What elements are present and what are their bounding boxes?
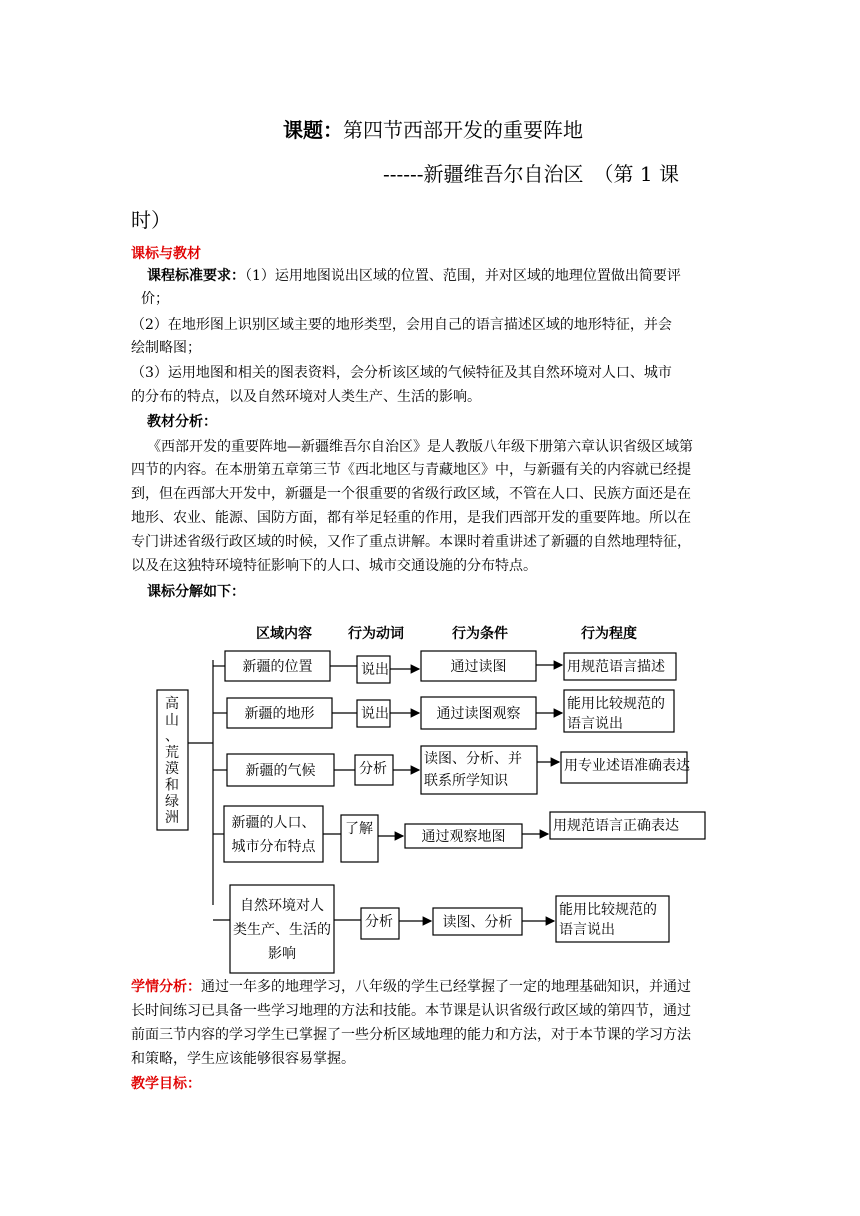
xqfx-l3: 前面三节内容的学习学生已掌握了一些分析区域地理的能力和方法，对于本节课的学习方法 (131, 1027, 691, 1043)
diagram-root-char: 、 (165, 728, 179, 745)
diagram-verb-label: 说出 (361, 706, 389, 722)
diagram-header: 行为程度 (581, 626, 637, 642)
kcbz-p2b: 绘制略图； (131, 340, 201, 356)
diagram-degree-label: 用规范语言正确表达 (553, 818, 679, 834)
diagram-degree-label: 用规范语言描述 (567, 659, 665, 675)
kcbz-p1b: 价； (141, 291, 169, 307)
diagram-degree-label: 能用比较规范的 (559, 902, 657, 918)
xqfx-l4: 和策略，学生应该能够很容易掌握。 (131, 1051, 355, 1067)
diagram-content-label: 自然环境对人 (240, 898, 324, 914)
diagram-root-char: 和 (165, 777, 179, 794)
diagram-degree-label: 语言说出 (567, 716, 623, 732)
diagram-verb-label: 分析 (359, 761, 387, 777)
diagram-root-char: 洲 (165, 810, 179, 827)
kbfj-label: 课标分解如下： (147, 584, 245, 600)
xqfx-line1 (131, 976, 691, 998)
diagram-content-label: 类生产、生活的 (233, 922, 331, 938)
diagram-root-char: 荒 (165, 744, 179, 761)
diagram-condition-label: 读图、分析、并 (424, 751, 522, 767)
diagram-verb-label: 了解 (345, 821, 373, 837)
diagram-condition-label: 联系所学知识 (424, 773, 508, 789)
subtitle-line1: ------新疆维吾尔自治区 （第 1 课 (383, 162, 679, 186)
title-label: 课题： (283, 118, 343, 142)
section-heading-jxmb: 教学目标： (131, 1076, 201, 1092)
jcfx-l1: 《西部开发的重要阵地—新疆维吾尔自治区》是人教版八年级下册第六章认识省级区域第 (147, 439, 693, 455)
diagram-degree-label: 语言说出 (559, 922, 615, 938)
jcfx-l4: 地形、农业、能源、国防方面，都有举足轻重的作用，是我们西部开发的重要阵地。所以在 (131, 510, 691, 526)
kcbz-p3b: 的分布的特点，以及自然环境对人类生产、生活的影响。 (131, 389, 481, 405)
jcfx-label: 教材分析： (147, 414, 217, 430)
diagram-content-label: 影响 (268, 946, 296, 962)
diagram-condition-label: 通过读图观察 (436, 706, 521, 722)
diagram-content-label: 新疆的人口、 (231, 815, 316, 831)
diagram-root-char: 绿 (165, 793, 179, 810)
diagram-content-label: 新疆的位置 (242, 659, 313, 675)
title-text: 第四节西部开发的重要阵地 (343, 118, 583, 142)
kcbz-label: 课程标准要求： (147, 268, 245, 284)
kcbz-p2a: （2）在地形图上识别区域主要的地形类型，会用自己的语言描述区域的地形特征，并会 (131, 317, 672, 333)
jcfx-l5: 专门讲述省级行政区域的时候，又作了重点讲解。本课时着重讲述了新疆的自然地理特征， (131, 534, 691, 550)
subtitle-line2: 时） (131, 208, 171, 232)
diagram-verb-label: 分析 (365, 914, 393, 930)
xqfx-l1: 通过一年多的地理学习，八年级的学生已经掌握了一定的地理基础知识，并通过 (201, 979, 691, 995)
diagram-root-char: 高 (165, 696, 179, 712)
diagram-header: 行为动词 (348, 626, 404, 642)
diagram-header: 区域内容 (256, 626, 312, 642)
section-heading-kbjc: 课标与教材 (131, 246, 201, 262)
xqfx-label: 学情分析： (131, 979, 201, 995)
diagram-degree-label: 能用比较规范的 (567, 696, 665, 712)
diagram-condition-label: 通过读图 (450, 659, 507, 675)
diagram-root-char: 山 (165, 712, 179, 729)
diagram-condition-label: 通过观察地图 (421, 829, 506, 845)
jcfx-l2: 四节的内容。在本册第五章第三节《西北地区与青藏地区》中，与新疆有关的内容就已经提 (131, 462, 691, 478)
diagram-verb-label: 说出 (361, 662, 389, 678)
kcbz-p3a: （3）运用地图和相关的图表资料，会分析该区域的气候特征及其自然环境对人口、城市 (131, 365, 672, 381)
diagram-header: 行为条件 (452, 626, 508, 642)
diagram-content-label: 新疆的地形 (244, 706, 315, 722)
jcfx-l6: 以及在这独特环境特征影响下的人口、城市交通设施的分布特点。 (131, 558, 537, 574)
diagram-degree-label: 用专业述语准确表达 (564, 758, 690, 774)
xqfx-l2: 长时间练习已具备一些学习地理的方法和技能。本节课是认识省级行政区域的第四节，通过 (131, 1003, 691, 1019)
diagram-condition-label: 读图、分析 (442, 914, 513, 931)
jcfx-l3: 到，但在西部大开发中，新疆是一个很重要的省级行政区域，不管在人口、民族方面还是在 (131, 486, 691, 502)
diagram-root-char: 漠 (165, 761, 179, 778)
diagram-content-label: 城市分布特点 (231, 839, 316, 855)
kcbz-p1a: （1）运用地图说出区域的位置、范围，并对区域的地理位置做出简要评 (245, 268, 681, 284)
diagram-content-label: 新疆的气候 (245, 763, 316, 779)
